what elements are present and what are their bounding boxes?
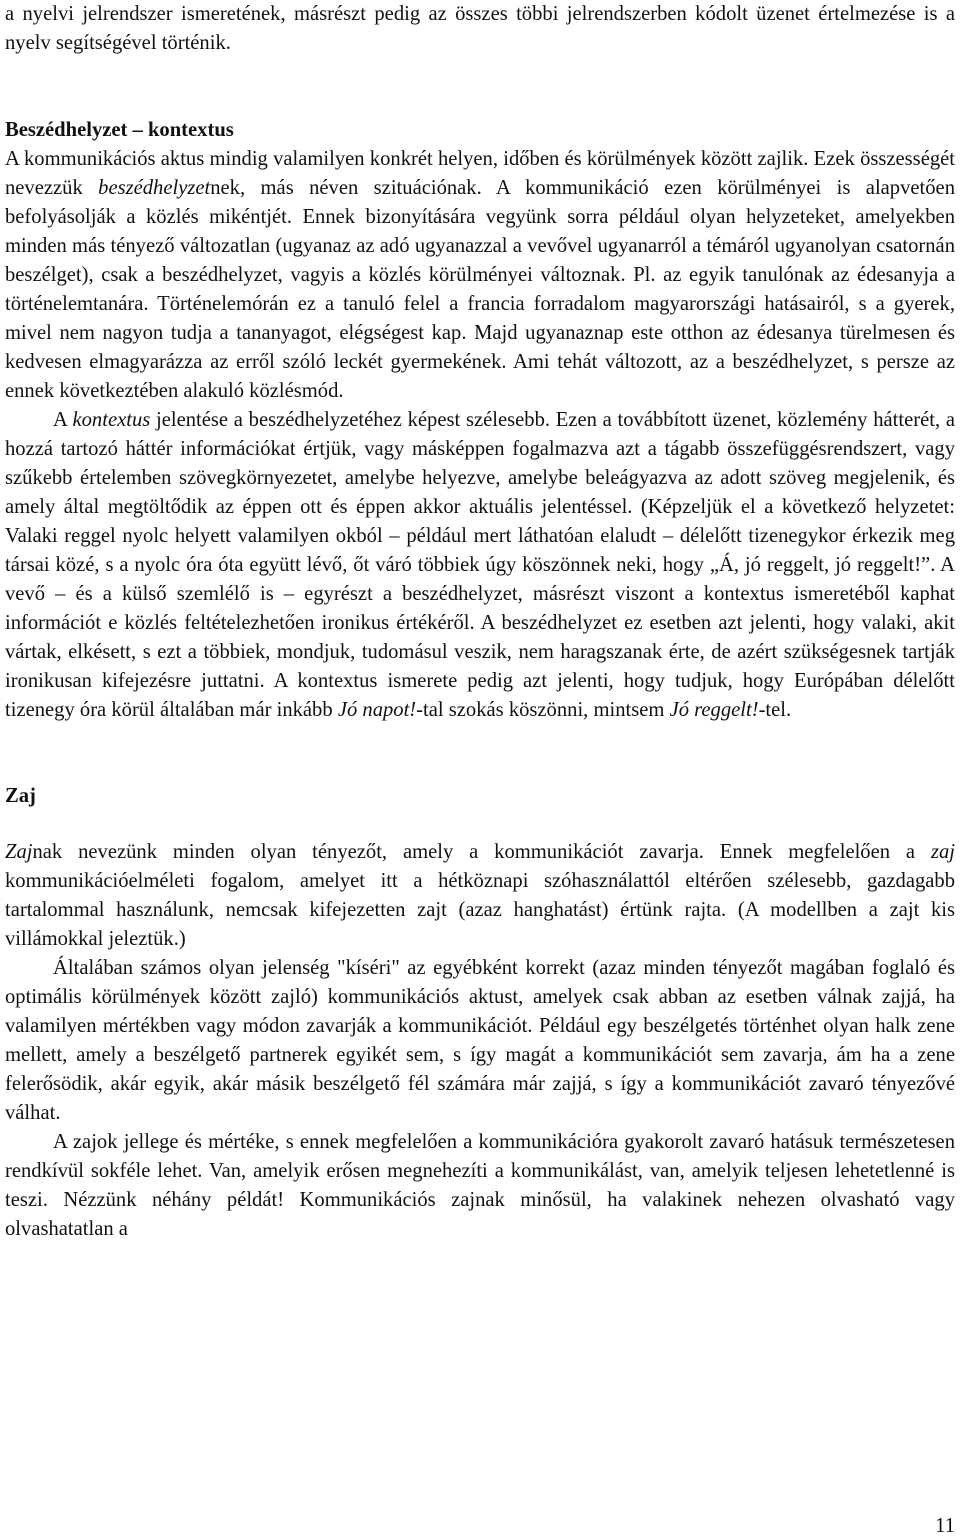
paragraph-zaj-definition xyxy=(5,838,955,954)
italic-phrase: Jó reggelt! xyxy=(669,699,759,721)
document-page xyxy=(5,0,955,1244)
text-run: nak nevezünk minden olyan tényezőt, amely a kommunikációt zavarja. Ennek megfelelően a xyxy=(32,841,931,863)
continuation-paragraph: a nyelvi jelrendszer ismeretének, másrészt pedig az összes többi jelrendszerben kódolt üzenet értelmezése is a nyelv segítségével történik. xyxy=(5,3,955,54)
italic-term: Zaj xyxy=(5,841,33,863)
italic-term: kontextus xyxy=(72,409,151,431)
text-run: A xyxy=(53,409,73,431)
paragraph-kontextus xyxy=(5,406,955,725)
italic-term: beszédhelyzet xyxy=(98,177,211,199)
text-run: jelentése a beszédhelyzetéhez képest szélesebb. Ezen a továbbított üzenet, közlemény hátterét, a hozzá tartozó háttér információkat értjük, vagy másképpen fogalmazva azt a tágabb összefüggésrendszert, vagy szűkebb értelemben szövegkörnyezetet, amelybe helyezve, amelybe beleágyazva az adott szöveg megjelenik, és amely által megtöltődik az éppen ott és éppen akkor aktuális jelentéssel. (Képzeljük el a következő helyzetet: Valaki reggel nyolc helyett valamilyen okból – például mert láthatóan elaludt – délelőtt tizenegykor érkezik meg társai közé, s a nyolc óra óta együtt lévő, őt váró többiek úgy köszönnek neki, hogy „Á, jó reggelt, jó reggelt!”. A vevő – és a külső szemlélő is – egyrészt a beszédhelyzet, másrészt viszont a kontextus ismeretéből kaphat információt e közlés feltételezhetően ironikus értékéről. A beszédhelyzet ez esetben azt jelenti, hogy valaki, akit vártak, elkésett, s ezt a többiek, mondjuk, tudomásul veszik, nem haragszanak érte, de azért szükségesnek tartják ironikusan kifejezésre juttatni. A kontextus ismerete pedig azt jelenti, hogy tudjuk, hogy Európában délelőtt tizenegy óra körül általában már inkább xyxy=(5,409,955,721)
italic-term: zaj xyxy=(930,841,955,863)
paragraph-zaj-examples: Általában számos olyan jelenség "kíséri" az egyébként korrekt (azaz minden tényezőt magában foglaló és optimális körülmények között zajló) kommunikációs aktust, amelyek csak abban az esetben válnak zajjá, ha valamilyen mértékben vagy módon zavarják a kommunikációt. Például egy beszélgetés történhet olyan halk zene mellett, amely a beszélgető partnerek egyikét sem, s így magát a kommunikációt sem zavarja, ám ha a zene felerősödik, akár egyik, akár másik beszélgető fél számára már zajjá, s így a kommunikációt zavaró tényezővé válhat. xyxy=(5,957,955,1124)
section-heading-beszedhelyzet: Beszédhelyzet – kontextus xyxy=(5,119,234,141)
text-run: A kommunikációs aktus mindig valamilyen konkrét helyen, időben és körülmények között zajlik. Ezek összességét nevezzük xyxy=(5,148,955,199)
section-heading-zaj: Zaj xyxy=(5,785,36,807)
page-number: 11 xyxy=(935,1515,955,1537)
text-run: -tel. xyxy=(758,699,792,721)
text-run: kommunikációelméleti fogalom, amelyet itt a hétköznapi szóhasználattól eltérően szélesebb, gazdagabb tartalommal használunk, nemcsak kifejezetten zajt (azaz hanghatást) értünk rajta. (A modellben a zajt kis villámokkal jeleztük.) xyxy=(5,870,955,950)
text-run: -tal szokás köszönni, mintsem xyxy=(416,699,670,721)
paragraph-beszedhelyzet xyxy=(5,145,955,406)
text-run: nek, más néven szituációnak. A kommunikáció ezen körülményei is alapvetően befolyásolják a közlés mikéntjét. Ennek bizonyítására vegyünk sorra például olyan helyzeteket, amelyekben minden más tényező változatlan (ugyanaz az adó ugyanazzal a vevővel ugyanarról a témáról ugyanolyan csatornán beszélget), csak a beszédhelyzet, vagyis a közlés körülményei változnak. Pl. az egyik tanulónak az édesanyja a történelemtanára. Történelemórán ez a tanuló felel a francia forradalom magyarországi hatásairól, s a gyerek, mivel nem nagyon tudja a tananyagot, elégségest kap. Majd ugyanaznap este otthon az édesanya türelmesen és kedvesen elmagyarázza az erről szóló leckét gyermekének. Ami tehát változott, az a beszédhelyzet, s persze az ennek következtében alakuló közlésmód. xyxy=(5,177,955,402)
paragraph-zaj-types: A zajok jellege és mértéke, s ennek megfelelően a kommunikációra gyakorolt zavaró hatásuk természetesen rendkívül sokféle lehet. Van, amelyik erősen megnehezíti a kommunikálást, van, amelyik teljesen lehetetlenné is teszi. Nézzünk néhány példát! Kommunikációs zajnak minősül, ha valakinek nehezen olvasható vagy olvashatatlan a xyxy=(5,1131,955,1240)
italic-phrase: Jó napot! xyxy=(337,699,417,721)
